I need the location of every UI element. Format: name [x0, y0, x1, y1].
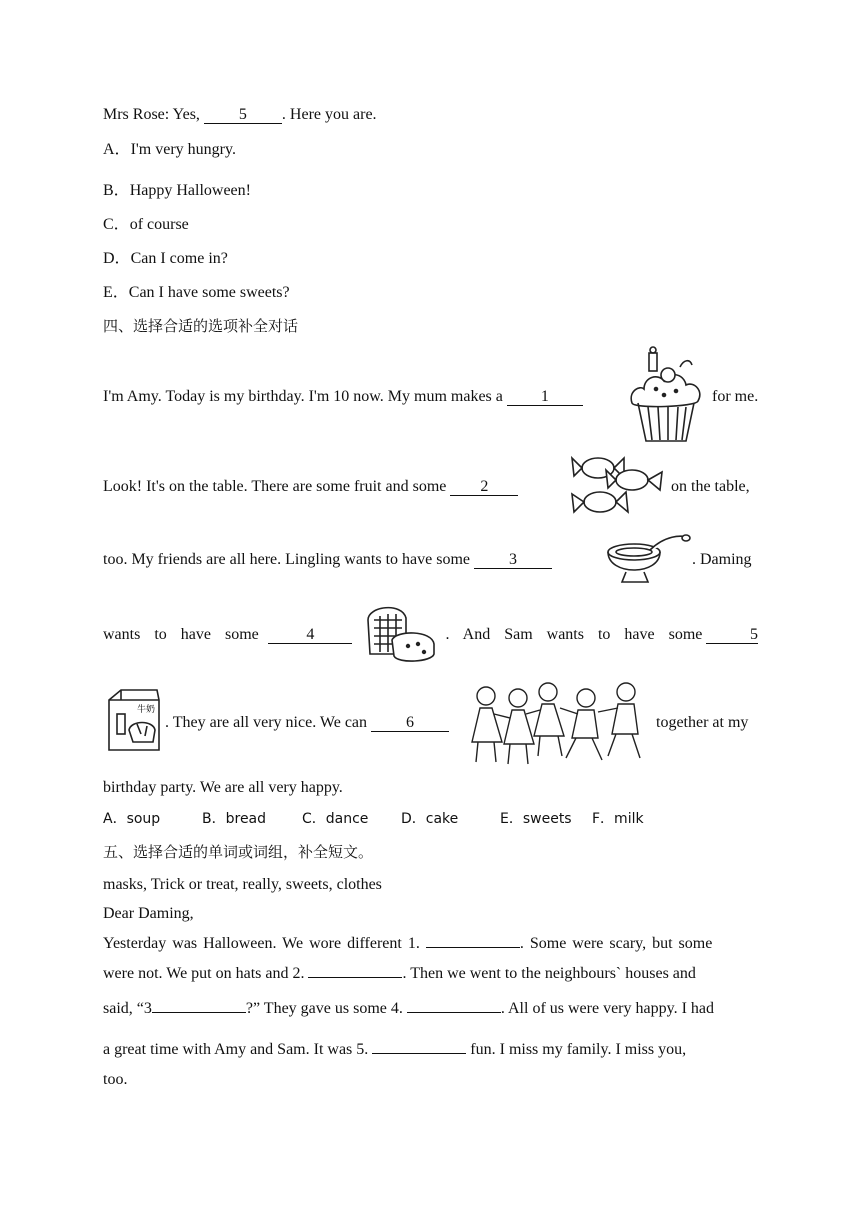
soup-icon	[604, 532, 692, 590]
option-e: E．Can I have some sweets?	[103, 284, 290, 301]
blank-letter-5[interactable]	[372, 1053, 466, 1054]
letter-line-2: were not. We put on hats and 2. . Then we went to the neighbours` houses and	[103, 965, 696, 982]
dialogue-line-5: Mrs Rose: Yes, 5 . Here you are.	[103, 106, 377, 123]
blank-4[interactable]: 4	[268, 626, 352, 644]
option-a: A．I'm very hungry.	[103, 141, 236, 158]
section-5-title: 五、选择合适的单词或词组，补全短文。	[103, 843, 374, 861]
section-4-options	[103, 809, 644, 829]
bread-icon	[362, 600, 442, 668]
passage-line-3: too. My friends are all here. Lingling wants to have some 3	[103, 550, 552, 570]
passage-line-6: birthday party. We are all very happy.	[103, 779, 343, 796]
blank-5[interactable]: 5	[204, 106, 282, 124]
passage-line-2: Look! It's on the table. There are some fruit and some 2	[103, 477, 518, 497]
blank-5-passage[interactable]: 5	[706, 626, 758, 644]
letter-greeting: Dear Daming,	[103, 905, 194, 922]
letter-line-3: said, “3 ?” They gave us some 4. . All of us were very happy. I had	[103, 1000, 714, 1017]
milk-label: 牛奶	[137, 705, 156, 715]
passage-line-5-end: together at my	[656, 714, 749, 731]
passage-line-4: wants to have some 4 . And Sam wants to have some 5	[103, 626, 758, 643]
passage-line-1-end: for me.	[712, 388, 759, 405]
cake-icon	[624, 345, 704, 445]
option-bread: B．bread	[202, 811, 267, 827]
option-c: C．of course	[103, 216, 189, 233]
sweets-icon	[566, 452, 670, 518]
option-milk: F．milk	[592, 811, 644, 827]
passage-line-2-end: on the table,	[671, 478, 750, 495]
letter-line-4: a great time with Amy and Sam. It was 5. fun. I miss my family. I miss you,	[103, 1041, 687, 1058]
blank-letter-3[interactable]	[152, 1012, 246, 1013]
option-b: B．Happy Halloween!	[103, 182, 251, 199]
option-cake: D．cake	[401, 811, 459, 827]
blank-3[interactable]: 3	[474, 551, 552, 569]
blank-2[interactable]: 2	[450, 478, 518, 496]
option-d: D．Can I come in?	[103, 250, 228, 267]
blank-letter-2[interactable]	[308, 977, 402, 978]
letter-line-5: too.	[103, 1071, 128, 1088]
option-soup: A．soup	[103, 811, 161, 827]
blank-letter-4[interactable]	[407, 1012, 501, 1013]
dance-icon	[468, 678, 648, 768]
option-sweets: E．sweets	[500, 811, 572, 827]
blank-1[interactable]: 1	[507, 388, 583, 406]
letter-line-1: Yesterday was Halloween. We wore different 1. . Some were scary, but some	[103, 935, 713, 952]
option-dance: C．dance	[302, 811, 369, 827]
passage-line-3-end: . Daming	[692, 551, 752, 568]
milk-carton-icon	[103, 686, 165, 756]
blank-6[interactable]: 6	[371, 714, 449, 732]
section-4-title: 四、选择合适的选项补全对话	[103, 317, 299, 335]
word-bank: masks, Trick or treat, really, sweets, clothes	[103, 876, 382, 893]
passage-line-1: I'm Amy. Today is my birthday. I'm 10 now. My mum makes a 1	[103, 387, 583, 407]
blank-letter-1[interactable]	[426, 947, 520, 948]
passage-line-5: . They are all very nice. We can 6	[165, 713, 449, 733]
